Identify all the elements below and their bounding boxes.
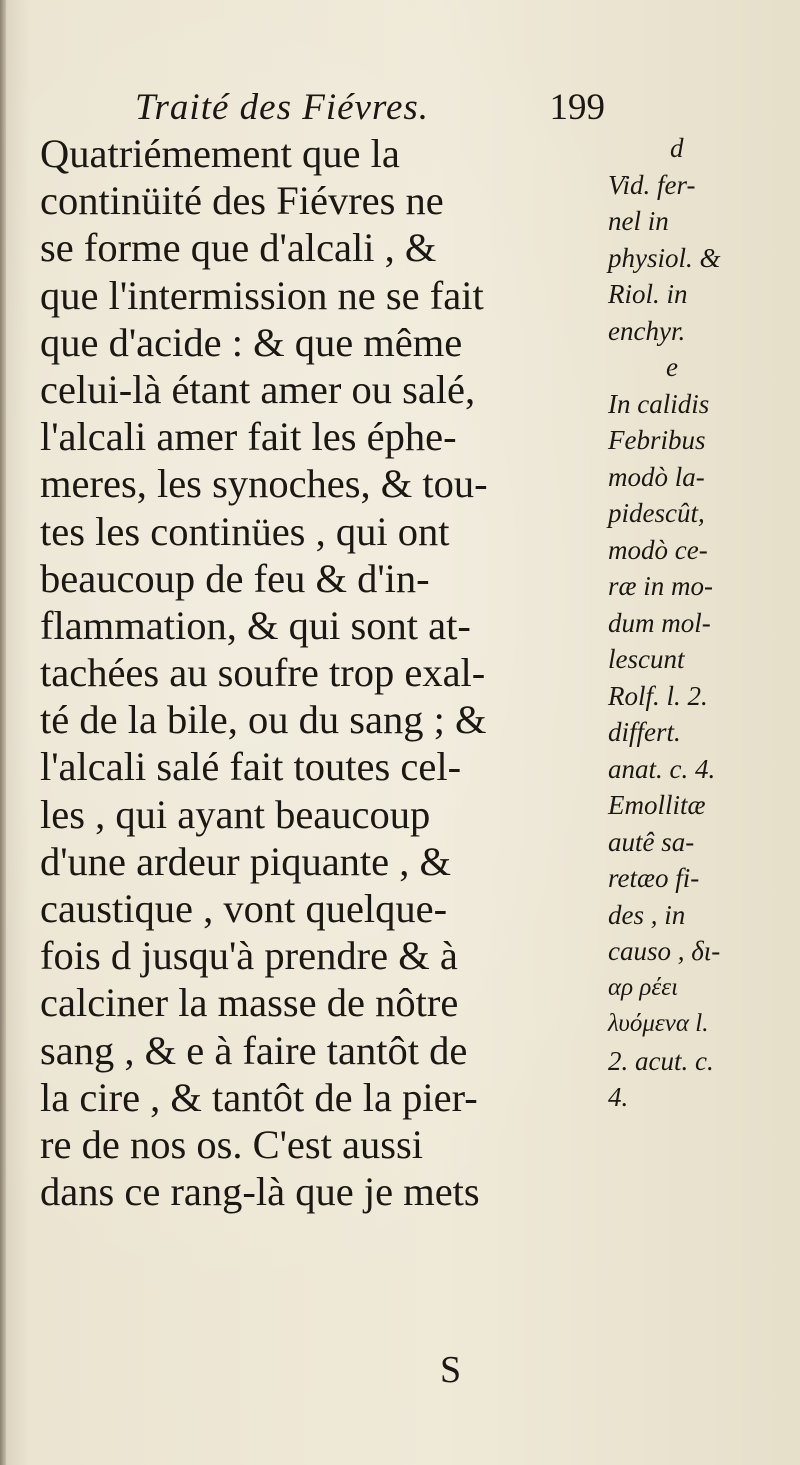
text-line: re de nos os. C'est aussi bbox=[40, 1121, 424, 1167]
text-line: té de la bile, ou du sang ; & bbox=[40, 697, 487, 743]
margin-note: e bbox=[666, 352, 678, 382]
text-line: sang , & e à faire tantôt de bbox=[40, 1027, 468, 1073]
margin-note: ræ in mo- bbox=[608, 571, 714, 601]
text-line: les , qui ayant beaucoup bbox=[40, 791, 431, 837]
text-line: l'alcali amer fait les éphe- bbox=[40, 414, 457, 460]
text-line: dans ce rang-là que je mets bbox=[40, 1169, 480, 1215]
text-line: flammation, & qui sont at- bbox=[40, 602, 471, 648]
margin-note: Vid. fer- bbox=[608, 169, 696, 200]
margin-note: enchyr. bbox=[608, 315, 686, 346]
margin-note: causo , δι- bbox=[608, 936, 721, 966]
margin-note: In calidis bbox=[608, 388, 710, 419]
margin-note: 2. acut. c. bbox=[608, 1045, 714, 1076]
margin-note: autê sa- bbox=[608, 826, 695, 857]
margin-note: 4. bbox=[608, 1082, 629, 1112]
text-line: l'alcali salé fait toutes cel- bbox=[40, 744, 462, 790]
text-line: tachées au soufre trop exal- bbox=[40, 650, 486, 696]
catchword: S bbox=[440, 1349, 462, 1391]
margin-note: Febribus bbox=[608, 425, 706, 455]
margin-note: Emollitæ bbox=[608, 790, 706, 820]
margin-note: physiol. & bbox=[608, 242, 721, 273]
text-line: caustique , vont quelque- bbox=[40, 886, 448, 931]
margin-note: d bbox=[670, 133, 684, 163]
text-line: d'une ardeur piquante , & bbox=[40, 838, 452, 884]
margin-note: lescunt bbox=[608, 644, 685, 674]
text-line: que d'acide : & que même bbox=[40, 319, 463, 365]
text-line: se forme que d'alcali , & bbox=[40, 225, 437, 271]
text-line: meres, les synoches, & tou- bbox=[40, 461, 488, 507]
margin-note: des , in bbox=[608, 899, 686, 930]
text-line: continüité des Fiévres ne bbox=[40, 178, 444, 224]
running-head bbox=[135, 86, 605, 136]
margin-note: λυόμενα l. bbox=[608, 1010, 709, 1037]
margin-note: pidescût, bbox=[608, 498, 705, 528]
body-text bbox=[40, 130, 610, 1215]
text-line: Quatriémement que la bbox=[40, 131, 400, 176]
text-line: beaucoup de feu & d'in- bbox=[40, 555, 430, 601]
margin-note: modò ce- bbox=[608, 534, 708, 565]
text-line: que l'intermission ne se fait bbox=[40, 272, 484, 318]
margin-note: αρ ρέει bbox=[608, 973, 679, 1001]
margin-note: Rolf. l. 2. bbox=[608, 680, 708, 711]
text-line: celui-là étant amer ou salé, bbox=[40, 366, 476, 412]
page-number: 199 bbox=[549, 87, 605, 128]
margin-note: anat. c. 4. bbox=[608, 753, 716, 784]
margin-note: retæo fi- bbox=[608, 863, 700, 893]
margin-note: nel in bbox=[608, 206, 669, 236]
text-line: fois d jusqu'à prendre & à bbox=[40, 933, 458, 979]
margin-note: Riol. in bbox=[608, 279, 688, 309]
text-line: la cire , & tantôt de la pier- bbox=[40, 1074, 478, 1120]
margin-notes bbox=[608, 130, 793, 1116]
margin-note: differt. bbox=[608, 717, 681, 747]
margin-note: modò la- bbox=[608, 461, 705, 492]
page-binding-edge bbox=[0, 0, 6, 1465]
text-line: tes les continües , qui ont bbox=[40, 508, 450, 554]
margin-note: dum mol- bbox=[608, 607, 711, 638]
running-title: Traité des Fiévres. bbox=[135, 87, 430, 128]
text-line: calciner la masse de nôtre bbox=[40, 980, 459, 1026]
